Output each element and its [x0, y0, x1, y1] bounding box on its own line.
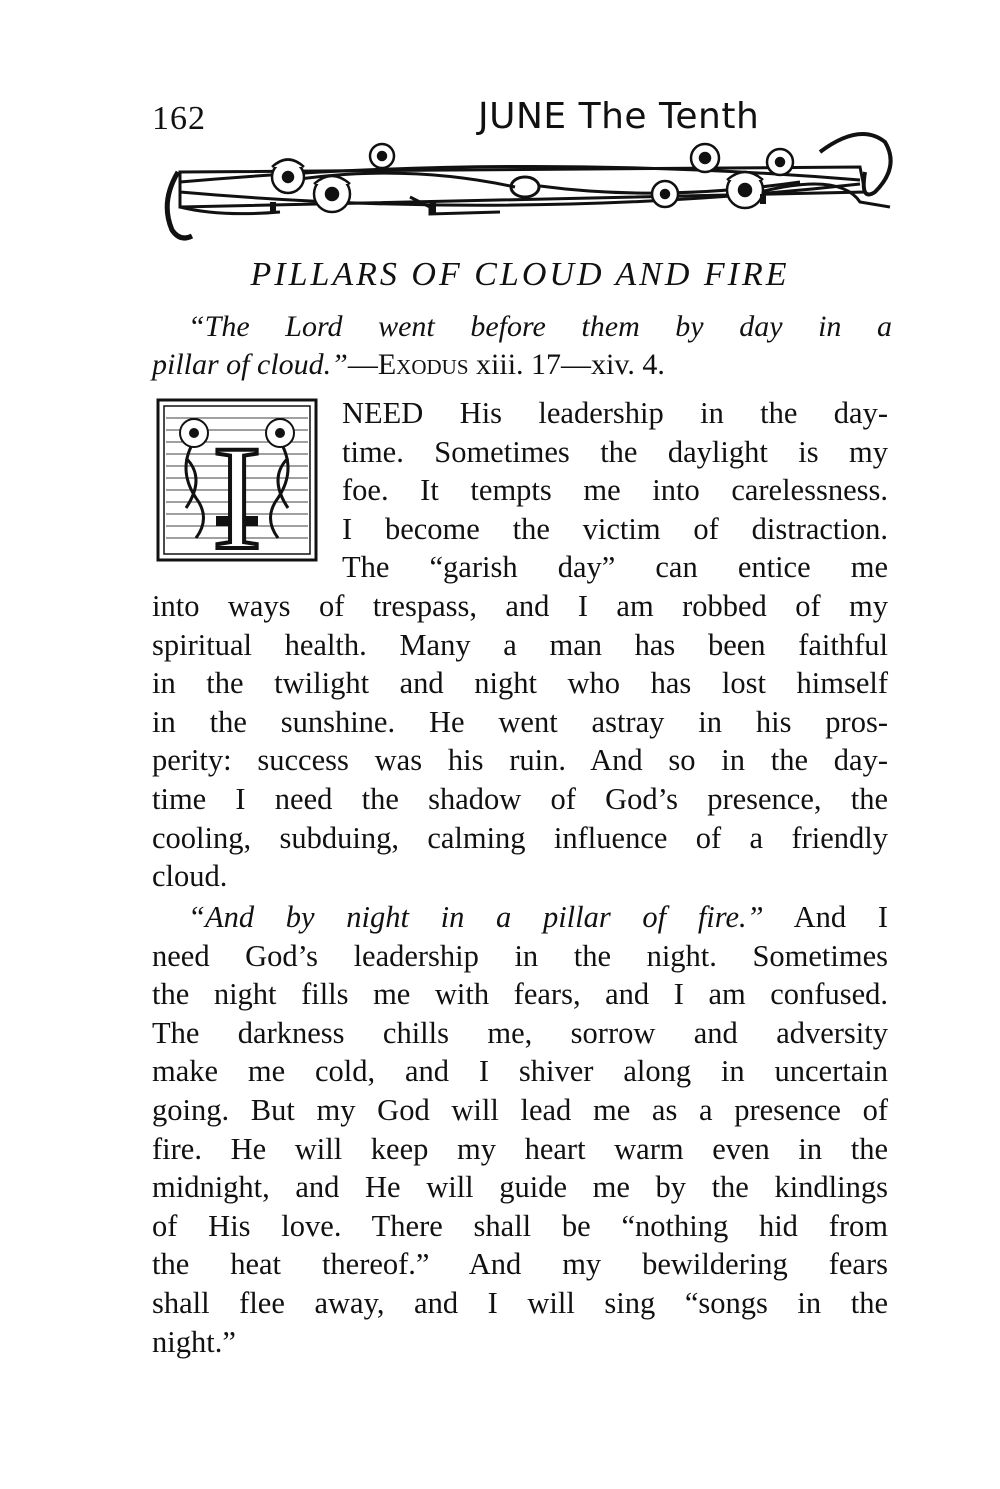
page-title: PILLARS OF CLOUD AND FIRE	[250, 256, 790, 293]
flower-left-2	[314, 176, 350, 212]
running-head: JUNE The Tenth	[478, 96, 760, 137]
para1-line-12: cooling, subduing, calming influence of a friendly	[152, 820, 888, 855]
para2-italic-quote: “And by night in a pillar of fire.”	[188, 900, 764, 934]
para2-line-3: the night fills me with fears, and I am confused.	[152, 977, 888, 1012]
para2-line-5: make me cold, and I shiver along in uncertain	[152, 1054, 888, 1089]
para1-line-5: The “garish day” can entice me	[342, 550, 888, 585]
page-number: 162	[152, 100, 206, 137]
para2-line-9: of His love. There shall be “nothing hid from	[152, 1208, 888, 1243]
flower-left-1	[272, 160, 304, 194]
para1-line-8: in the twilight and night who has lost himself	[152, 666, 888, 701]
epigraph-quote-line2: pillar of cloud.”	[152, 348, 348, 381]
para1-line-1: NEED His leadership in the day-	[342, 396, 888, 430]
paragraph-2	[152, 898, 888, 1361]
para1-line-10: perity: success was his ruin. And so in the day-	[152, 743, 888, 778]
epigraph-book: Exodus	[377, 348, 469, 381]
para1-line-11: time I need the shadow of God’s presence, the	[152, 781, 888, 816]
para1-line-7: spiritual health. Many a man has been faithful	[152, 627, 888, 662]
epigraph-reference: xiii. 17—xiv. 4.	[468, 348, 665, 381]
epigraph-dash: —	[347, 348, 378, 381]
para1-line-9: in the sunshine. He went astray in his pros-	[152, 704, 888, 739]
para2-line-1	[152, 898, 888, 937]
para2-line-7: fire. He will keep my heart warm even in the	[152, 1131, 888, 1166]
para1-line-2: time. Sometimes the daylight is my	[342, 434, 888, 469]
para1-line-4: I become the victim of distraction.	[342, 511, 888, 546]
para2-line-6: going. But my God will lead me as a presence of	[152, 1092, 888, 1127]
epigraph-quote-line1: “The Lord went before them by day in a	[188, 310, 892, 343]
para2-line-4: The darkness chills me, sorrow and adversity	[152, 1015, 888, 1050]
para1-line-3: foe. It tempts me into carelessness.	[342, 473, 888, 508]
paragraph-1	[152, 394, 888, 896]
para2-line-11: shall flee away, and I will sing “songs in the	[152, 1285, 888, 1320]
dropcap-letter: I	[212, 415, 262, 562]
para2-line-12: night.”	[152, 1324, 236, 1359]
para1-line-6: into ways of trespass, and I am robbed of my	[152, 588, 888, 623]
para2-line-8: midnight, and He will guide me by the kindlings	[152, 1170, 888, 1205]
para1-line-13: cloud.	[152, 859, 228, 894]
para2-line-10: the heat thereof.” And my bewildering fears	[152, 1247, 888, 1282]
para2-line-1-rest: And I	[763, 900, 888, 934]
epigraph	[152, 308, 892, 384]
para2-line-2: need God’s leadership in the night. Sometimes	[152, 938, 888, 973]
floral-banner-ornament	[160, 112, 900, 248]
